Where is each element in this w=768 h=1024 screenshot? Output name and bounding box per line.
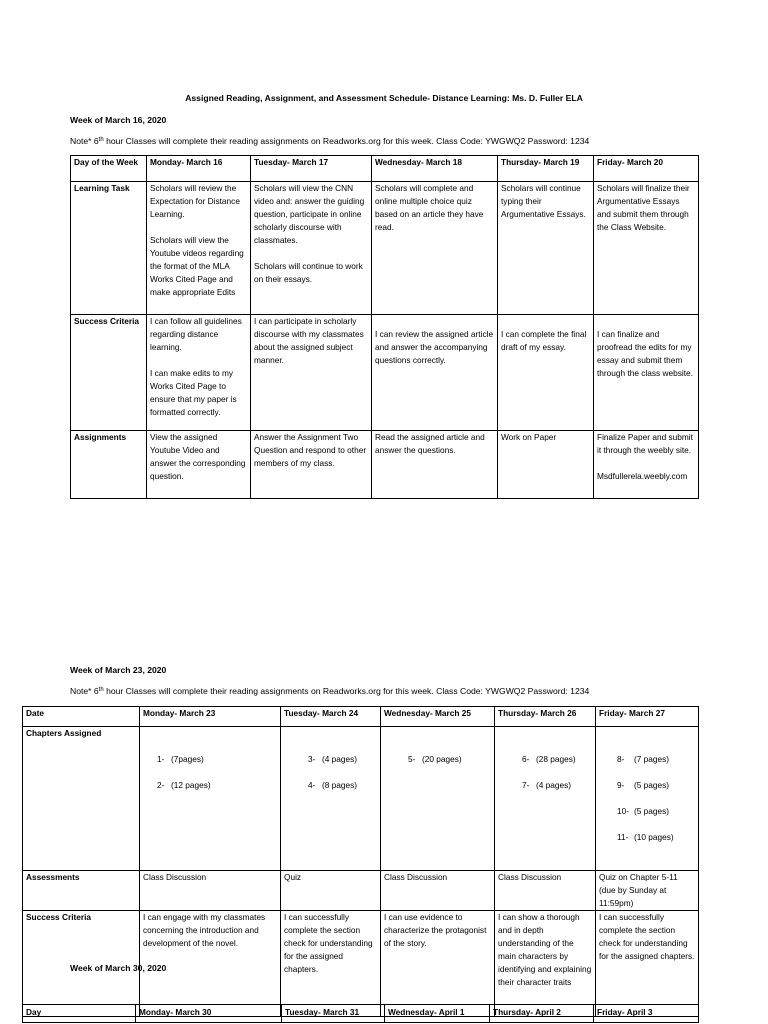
list-item bbox=[617, 779, 695, 792]
header-cell: Wednesday- March 25 bbox=[381, 707, 495, 727]
header-cell: Thursday- April 2 bbox=[490, 1005, 594, 1023]
chapter-number: 9- bbox=[617, 780, 625, 790]
list-item bbox=[617, 831, 695, 844]
header-cell: Day of the Week bbox=[71, 156, 147, 182]
row-label: Assignments bbox=[71, 431, 147, 499]
header-cell: Friday- March 27 bbox=[596, 707, 699, 727]
header-cell: Tuesday- March 24 bbox=[281, 707, 381, 727]
chapter-number: 5- bbox=[408, 754, 416, 764]
chapter-pages: (20 pages) bbox=[422, 754, 462, 764]
row-label: Success Criteria bbox=[23, 911, 140, 1017]
list-item bbox=[157, 779, 277, 792]
chapters-cell bbox=[381, 727, 495, 871]
header-cell: Tuesday- March 31 bbox=[282, 1005, 385, 1023]
note-prefix: Note* 6 bbox=[70, 136, 99, 146]
list-item bbox=[522, 779, 592, 792]
chapter-number: 3- bbox=[308, 754, 316, 764]
table-row bbox=[71, 431, 699, 499]
list-item bbox=[408, 753, 491, 766]
chapter-list bbox=[498, 740, 592, 805]
table-cell: Scholars will review the Expectation for Distance Learning. Scholars will view the Youtube videos regarding the format of the MLA Works Cited Page and make appropriate Edits bbox=[147, 182, 251, 315]
chapter-pages: (5 pages) bbox=[634, 780, 670, 790]
table-cell: I can show a thorough and in depth understanding of the main characters by identifying and explaining their character traits bbox=[495, 911, 596, 1017]
chapter-number: 8- bbox=[617, 754, 625, 764]
table-cell: Class Discussion bbox=[140, 871, 281, 911]
row-label: Learning Task bbox=[71, 182, 147, 315]
header-cell: Tuesday- March 17 bbox=[251, 156, 372, 182]
week1-table bbox=[70, 155, 699, 499]
chapter-pages: (7pages) bbox=[171, 754, 204, 764]
table-header-row bbox=[23, 707, 699, 727]
chapter-pages: (4 pages) bbox=[322, 754, 358, 764]
chapters-cell bbox=[140, 727, 281, 871]
header-cell: Monday- March 30 bbox=[136, 1005, 282, 1023]
header-cell: Monday- March 16 bbox=[147, 156, 251, 182]
chapter-pages: (8 pages) bbox=[322, 780, 358, 790]
table-cell: I can successfully complete the section check for understanding for the assigned chapters. bbox=[596, 911, 699, 1017]
header-cell: Thursday- March 26 bbox=[495, 707, 596, 727]
chapter-number: 10- bbox=[617, 806, 629, 816]
chapter-list bbox=[599, 740, 695, 857]
table-row bbox=[71, 315, 699, 431]
note-superscript: th bbox=[98, 137, 104, 143]
week3-table bbox=[22, 1004, 699, 1023]
chapter-pages: (10 pages) bbox=[634, 832, 674, 842]
week2-heading: Week of March 23, 2020 bbox=[70, 665, 167, 675]
note-suffix: hour Classes will complete their reading assignments on Readworks.org for this week. Class Code: YWGWQ2 Password: 1234 bbox=[103, 686, 590, 696]
table-cell: I can engage with my classmates concerning the introduction and development of the novel. bbox=[140, 911, 281, 1017]
header-cell: Thursday- March 19 bbox=[498, 156, 594, 182]
table-cell: Class Discussion bbox=[495, 871, 596, 911]
note-suffix: hour Classes will complete their reading assignments on Readworks.org for this week. Class Code: YWGWQ2 Password: 1234 bbox=[103, 136, 590, 146]
chapter-pages: (7 pages) bbox=[634, 754, 670, 764]
table-header-row bbox=[71, 156, 699, 182]
table-cell: I can complete the final draft of my essay. bbox=[498, 315, 594, 431]
document-title: Assigned Reading, Assignment, and Assessment Schedule- Distance Learning: Ms. D. Fuller ELA bbox=[185, 93, 583, 103]
table-cell: I can successfully complete the section check for understanding for the assigned chapters. bbox=[281, 911, 381, 1017]
chapter-pages: (5 pages) bbox=[634, 806, 670, 816]
chapter-list bbox=[284, 740, 377, 805]
table-cell: Scholars will finalize their Argumentative Essays and submit them through the Class Website. bbox=[594, 182, 699, 315]
list-item bbox=[308, 779, 377, 792]
chapters-cell bbox=[596, 727, 699, 871]
chapter-number: 6- bbox=[522, 754, 530, 764]
table-cell: I can follow all guidelines regarding distance learning. I can make edits to my Works Cited Page to ensure that my paper is formatted correctly. bbox=[147, 315, 251, 431]
table-cell: I can finalize and proofread the edits for my essay and submit them through the class website. bbox=[594, 315, 699, 431]
header-cell: Friday- March 20 bbox=[594, 156, 699, 182]
header-cell: Date bbox=[23, 707, 140, 727]
chapter-pages: (12 pages) bbox=[171, 780, 211, 790]
row-label: Success Criteria bbox=[71, 315, 147, 431]
table-cell: View the assigned Youtube Video and answer the corresponding question. bbox=[147, 431, 251, 499]
table-cell: I can review the assigned article and answer the accompanying questions correctly. bbox=[372, 315, 498, 431]
table-header-row bbox=[23, 1005, 699, 1023]
table-row bbox=[23, 727, 699, 871]
week1-note bbox=[70, 136, 589, 146]
header-cell: Monday- March 23 bbox=[140, 707, 281, 727]
table-cell: Work on Paper bbox=[498, 431, 594, 499]
table-cell: Answer the Assignment Two Question and respond to other members of my class. bbox=[251, 431, 372, 499]
table-cell: Class Discussion bbox=[381, 871, 495, 911]
chapter-number: 2- bbox=[157, 780, 165, 790]
row-label: Chapters Assigned bbox=[23, 727, 140, 871]
table-cell: Scholars will complete and online multiple choice quiz based on an article they have read. bbox=[372, 182, 498, 315]
chapter-number: 7- bbox=[522, 780, 530, 790]
chapter-list bbox=[384, 740, 491, 779]
header-cell: Wednesday- March 18 bbox=[372, 156, 498, 182]
table-cell: Finalize Paper and submit it through the weebly site. Msdfullerela.weebly.com bbox=[594, 431, 699, 499]
table-cell: Scholars will view the CNN video and: answer the guiding question, participate in online scholarly discourse with classmates. Scholars will continue to work on their essays. bbox=[251, 182, 372, 315]
header-cell: Wednesday- April 1 bbox=[385, 1005, 490, 1023]
list-item bbox=[308, 753, 377, 766]
table-cell: I can participate in scholarly discourse with my classmates about the assigned subject manner. bbox=[251, 315, 372, 431]
list-item bbox=[617, 753, 695, 766]
chapter-pages: (28 pages) bbox=[536, 754, 576, 764]
week2-note bbox=[70, 686, 589, 696]
table-cell: Quiz on Chapter 5-11 (due by Sunday at 11:59pm) bbox=[596, 871, 699, 911]
list-item bbox=[617, 805, 695, 818]
list-item bbox=[522, 753, 592, 766]
chapter-number: 4- bbox=[308, 780, 316, 790]
note-superscript: th bbox=[98, 687, 104, 693]
note-prefix: Note* 6 bbox=[70, 686, 99, 696]
table-row bbox=[23, 871, 699, 911]
table-row bbox=[71, 182, 699, 315]
chapter-number: 11- bbox=[617, 832, 629, 842]
chapters-cell bbox=[281, 727, 381, 871]
table-cell: I can use evidence to characterize the protagonist of the story. bbox=[381, 911, 495, 1017]
week1-heading: Week of March 16, 2020 bbox=[70, 115, 167, 125]
list-item bbox=[157, 753, 277, 766]
chapter-pages: (4 pages) bbox=[536, 780, 572, 790]
row-label: Assessments bbox=[23, 871, 140, 911]
table-cell: Scholars will continue typing their Argumentative Essays. bbox=[498, 182, 594, 315]
header-cell: Friday- April 3 bbox=[594, 1005, 699, 1023]
table-cell: Quiz bbox=[281, 871, 381, 911]
chapter-number: 1- bbox=[157, 754, 165, 764]
header-cell: Day bbox=[23, 1005, 136, 1023]
chapters-cell bbox=[495, 727, 596, 871]
chapter-list bbox=[143, 740, 277, 805]
table-cell: Read the assigned article and answer the questions. bbox=[372, 431, 498, 499]
week3-heading: Week of March 30, 2020 bbox=[70, 963, 167, 973]
